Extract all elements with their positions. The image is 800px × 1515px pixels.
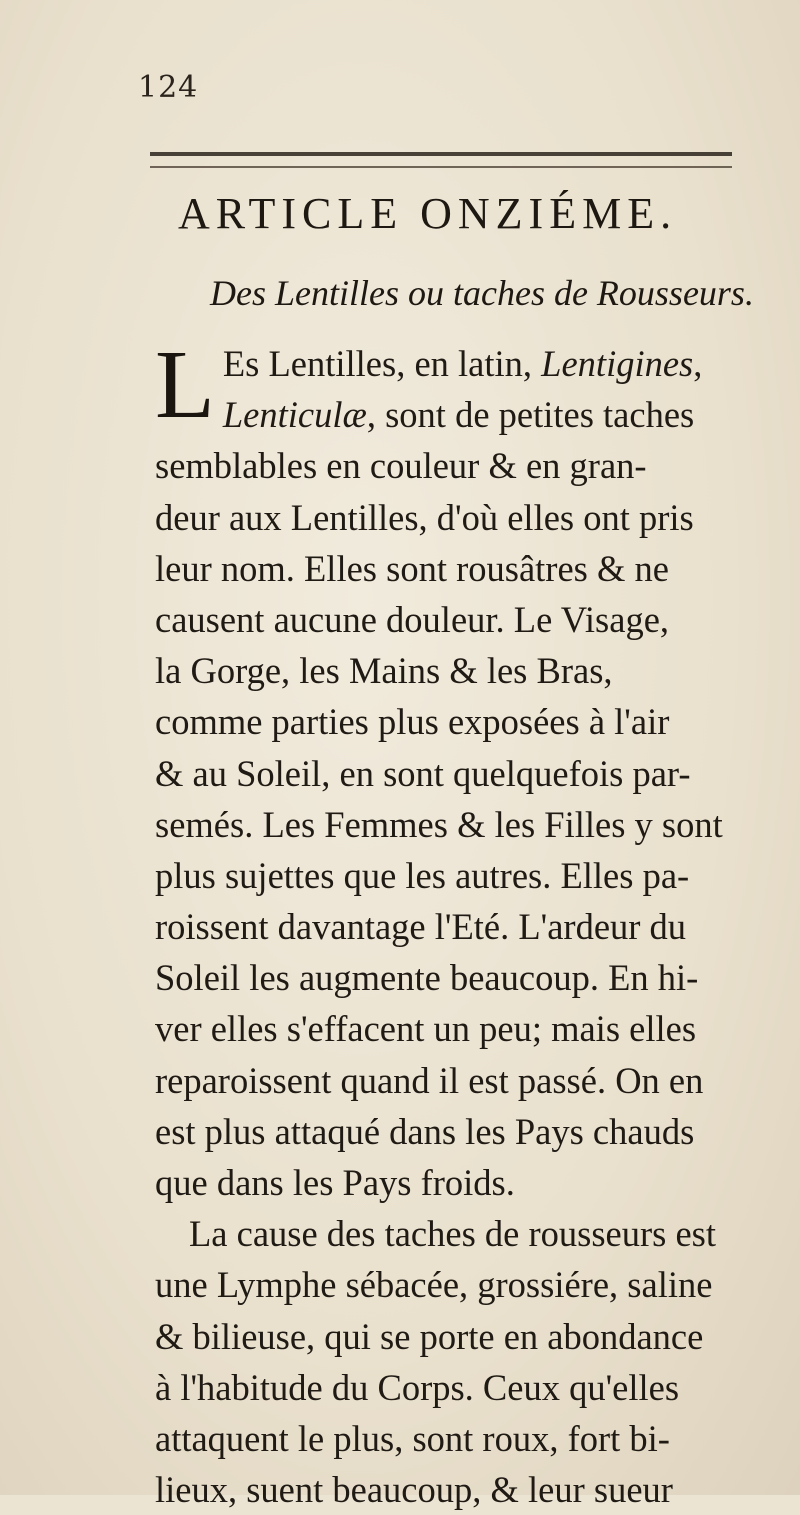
article-subtitle: Des Lentilles ou taches de Rousseurs.: [210, 273, 754, 313]
text-line: à l'habitude du Corps. Ceux qu'elles: [155, 1366, 680, 1408]
text-line: une Lymphe sébacée, grossiére, saline: [155, 1264, 713, 1306]
page-number: 124: [138, 70, 199, 105]
text-line: la Gorge, les Mains & les Bras,: [155, 650, 613, 692]
text-line: plus sujettes que les autres. Elles pa-: [155, 854, 690, 896]
text-line: que dans les Pays froids.: [155, 1162, 515, 1203]
text-line: Soleil les augmente beaucoup. En hi-: [155, 957, 699, 999]
text-line: Es Lentilles, en latin, Lentigines,: [222, 343, 703, 384]
text-line: leur nom. Elles sont rousâtres & ne: [155, 547, 669, 589]
text-line: attaquent le plus, sont roux, fort bi-: [155, 1417, 670, 1459]
text-line: ver elles s'effacent un peu; mais elles: [155, 1008, 697, 1050]
text-line: causent aucune douleur. Le Visage,: [155, 598, 670, 640]
text-line: roissent davantage l'Eté. L'ardeur du: [155, 906, 687, 948]
body-text: [155, 331, 755, 1515]
text-line: est plus attaqué dans les Pays chauds: [155, 1110, 695, 1152]
article-title: ARTICLE ONZIÉME.: [178, 189, 678, 238]
text-line: reparoissent quand il est passé. On en: [155, 1059, 704, 1101]
header-rule: [150, 152, 732, 168]
text-line: semés. Les Femmes & les Filles y sont: [155, 803, 723, 845]
text-line: deur aux Lentilles, d'où elles ont pris: [155, 496, 694, 538]
drop-cap: L: [155, 331, 215, 439]
text-line: & au Soleil, en sont quelquefois par-: [155, 752, 691, 794]
text-line: La cause des taches de rousseurs est: [189, 1213, 717, 1255]
text-line: & bilieuse, qui se porte en abondance: [155, 1315, 704, 1357]
text-line: Lenticulæ, sont de petites taches: [222, 394, 695, 436]
text-line: semblables en couleur & en gran-: [155, 445, 647, 487]
text-line: lieux, suent beaucoup, & leur sueur: [155, 1469, 673, 1511]
text-line: comme parties plus exposées à l'air: [155, 701, 670, 743]
